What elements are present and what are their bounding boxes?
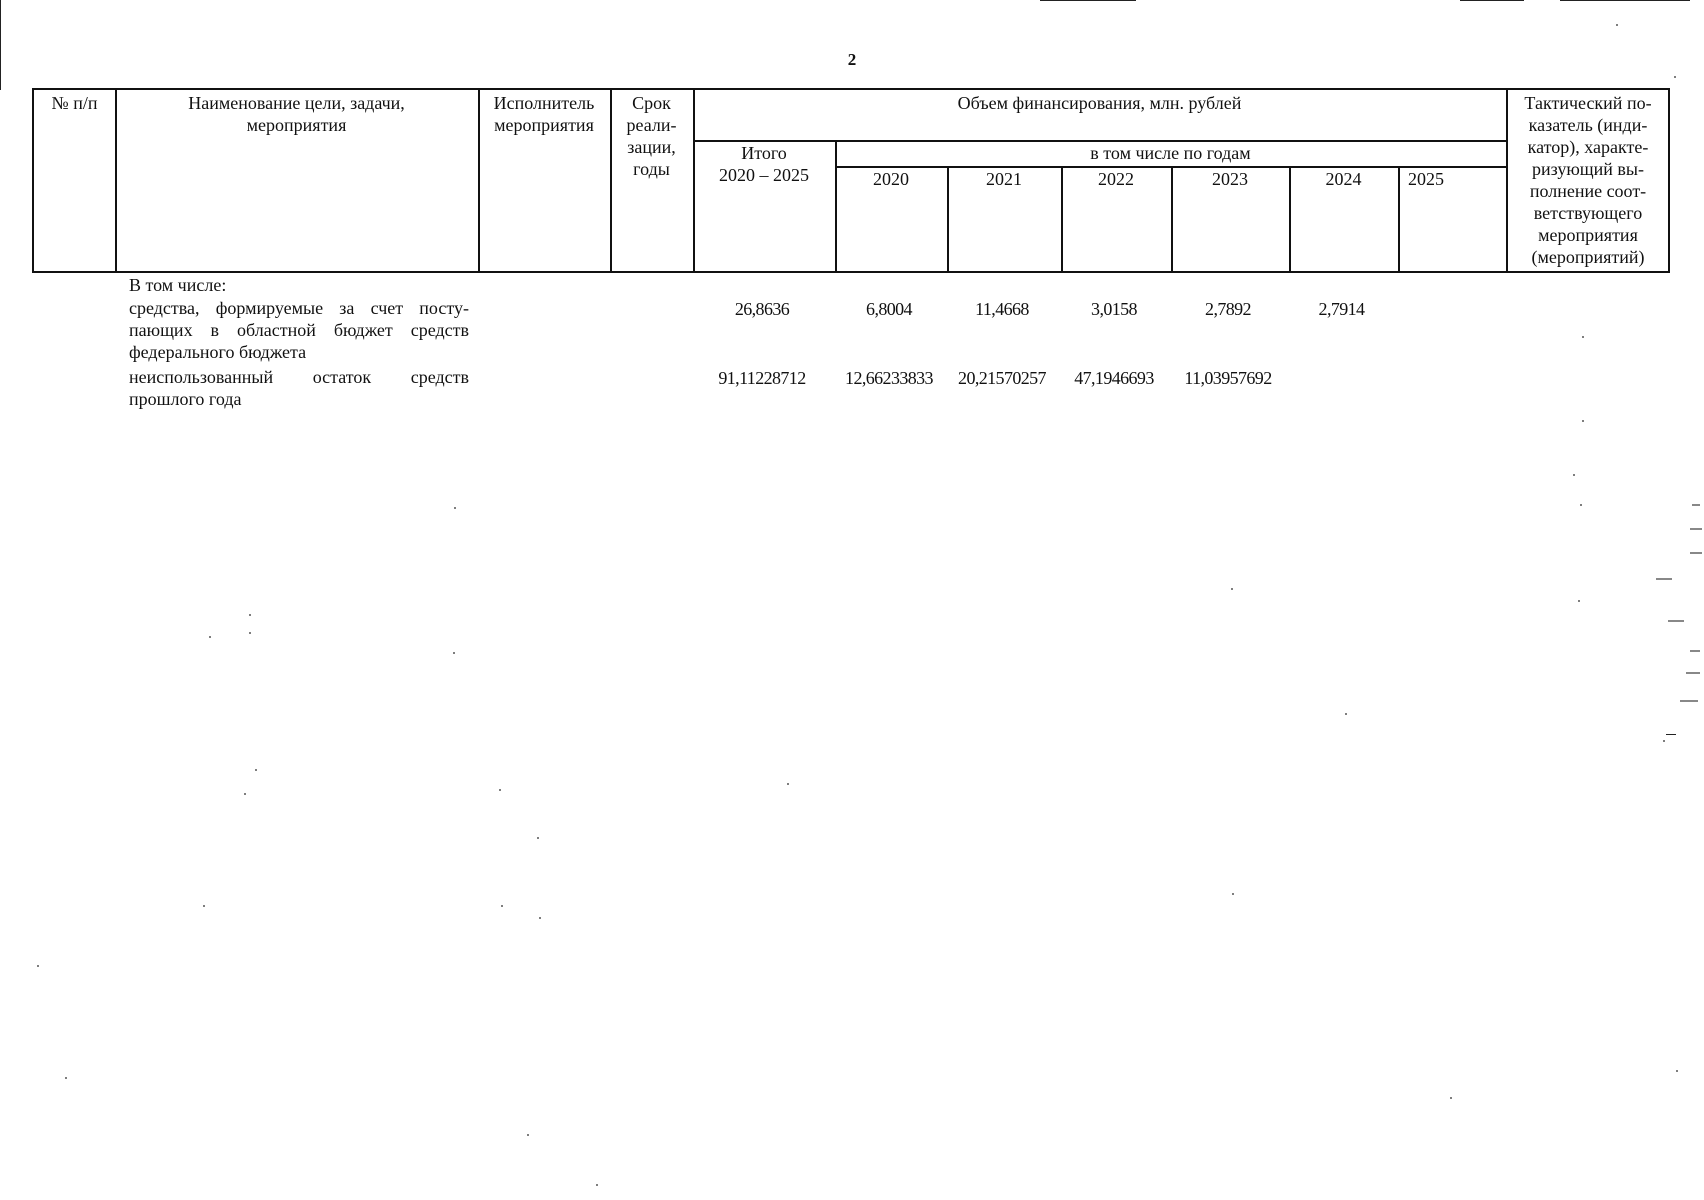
header-year-2024: 2024 (1325, 169, 1362, 189)
scan-artifact-line (1690, 650, 1700, 652)
header-executor (478, 92, 610, 136)
row-value-2023: 2,7892 (1205, 299, 1251, 319)
header-indicator-line: катор), характе- (1527, 137, 1649, 157)
header-indicator-line: мероприятия (1538, 225, 1638, 245)
scan-speck (203, 905, 205, 907)
scan-speck (1573, 474, 1575, 476)
scan-artifact-line (1666, 734, 1676, 735)
scan-speck (255, 769, 257, 771)
header-total (693, 142, 835, 186)
header-year-2023: 2023 (1212, 169, 1248, 189)
header-num: № п/п (51, 93, 98, 113)
scan-artifact-line (1560, 0, 1690, 1)
scan-speck (1663, 740, 1665, 742)
header-indicator-line: полнение соот- (1529, 181, 1647, 201)
scan-speck (249, 614, 251, 616)
header-year-2021: 2021 (986, 169, 1022, 189)
header-year-2025: 2025 (1408, 169, 1444, 189)
label-including: В том числе: (129, 275, 227, 295)
scan-speck (1676, 1070, 1678, 1072)
scan-speck (65, 1077, 67, 1079)
scan-speck (454, 507, 456, 509)
header-term (610, 92, 693, 180)
header-term-line: Срок (632, 93, 671, 113)
scan-speck (1231, 588, 1233, 590)
scan-speck (1450, 1097, 1452, 1099)
page-number: 2 (847, 50, 857, 69)
scan-speck (1232, 893, 1234, 895)
header-year-2020: 2020 (873, 169, 909, 189)
header-term-line: годы (633, 159, 670, 179)
header-executor-line: Исполнитель (493, 93, 595, 113)
header-indicator-line: (мероприятий) (1531, 247, 1645, 267)
row-name-line: прошлого года (129, 389, 242, 409)
scan-speck (37, 965, 39, 967)
scan-speck (249, 632, 251, 634)
row-value-2022: 47,1946693 (1074, 368, 1154, 388)
scan-artifact-line (1686, 672, 1700, 674)
header-indicator (1506, 92, 1670, 268)
scan-speck (209, 636, 211, 638)
header-year-2022: 2022 (1098, 169, 1134, 189)
scan-artifact-line (1680, 700, 1698, 702)
row-value-2021: 11,4668 (975, 299, 1029, 319)
header-indicator-line: казатель (инди- (1528, 115, 1648, 135)
header-name (115, 92, 478, 136)
header-indicator-line: Тактический по- (1524, 93, 1652, 113)
header-name-line: Наименование цели, задачи, (188, 93, 405, 113)
header-by-years: в том числе по годам (1090, 143, 1251, 163)
header-name-line: мероприятия (246, 115, 347, 135)
row-value-2021: 20,21570257 (958, 368, 1046, 388)
scan-artifact-line (0, 0, 1, 90)
scan-speck (1345, 713, 1347, 715)
scan-speck (1580, 504, 1582, 506)
scan-artifact-line (1692, 504, 1700, 506)
header-executor-line: мероприятия (494, 115, 594, 135)
row-value-2024: 2,7914 (1318, 299, 1365, 319)
table-header (32, 88, 1670, 273)
header-indicator-line: ветствующего (1533, 203, 1643, 223)
scan-artifact-line (1656, 578, 1672, 580)
scan-artifact-line (1668, 620, 1684, 622)
scan-speck (501, 905, 503, 907)
scan-artifact-line (1040, 0, 1136, 1)
scan-artifact-line (1460, 0, 1524, 1)
header-total-line: 2020 – 2025 (719, 165, 809, 185)
table-row-name (129, 366, 469, 410)
scan-speck (1616, 24, 1618, 26)
scan-artifact-line (1690, 552, 1702, 554)
table-row-name (129, 297, 469, 363)
header-total-line: Итого (741, 143, 787, 163)
scan-speck (499, 789, 501, 791)
scan-speck (453, 652, 455, 654)
scan-speck (244, 793, 246, 795)
scan-speck (1578, 600, 1580, 602)
header-indicator-line: ризующий вы- (1531, 159, 1645, 179)
row-value-2023: 11,03957692 (1184, 368, 1272, 388)
header-term-line: зации, (627, 137, 676, 157)
scan-speck (539, 917, 541, 919)
scan-speck (596, 1184, 598, 1186)
row-name-line: пающих в областной бюджет средств (129, 320, 469, 340)
scan-speck (1582, 336, 1584, 338)
header-financing: Объем финансирования, млн. рублей (957, 93, 1242, 113)
header-term-line: реали- (626, 115, 677, 135)
scan-speck (537, 837, 539, 839)
row-name-line: федерального бюджета (129, 342, 307, 362)
row-name-line: средства, формируемые за счет посту- (129, 298, 469, 318)
row-total: 91,11228712 (718, 368, 806, 388)
scan-artifact-line (1690, 528, 1702, 530)
scan-speck (1674, 76, 1676, 78)
row-value-2022: 3,0158 (1091, 299, 1137, 319)
row-value-2020: 12,66233833 (845, 368, 933, 388)
scan-speck (787, 783, 789, 785)
scan-speck (1582, 420, 1584, 422)
row-value-2020: 6,8004 (866, 299, 912, 319)
row-total: 26,8636 (734, 299, 790, 319)
scan-speck (527, 1134, 529, 1136)
row-name-line: неиспользованный остаток средств (129, 367, 469, 387)
